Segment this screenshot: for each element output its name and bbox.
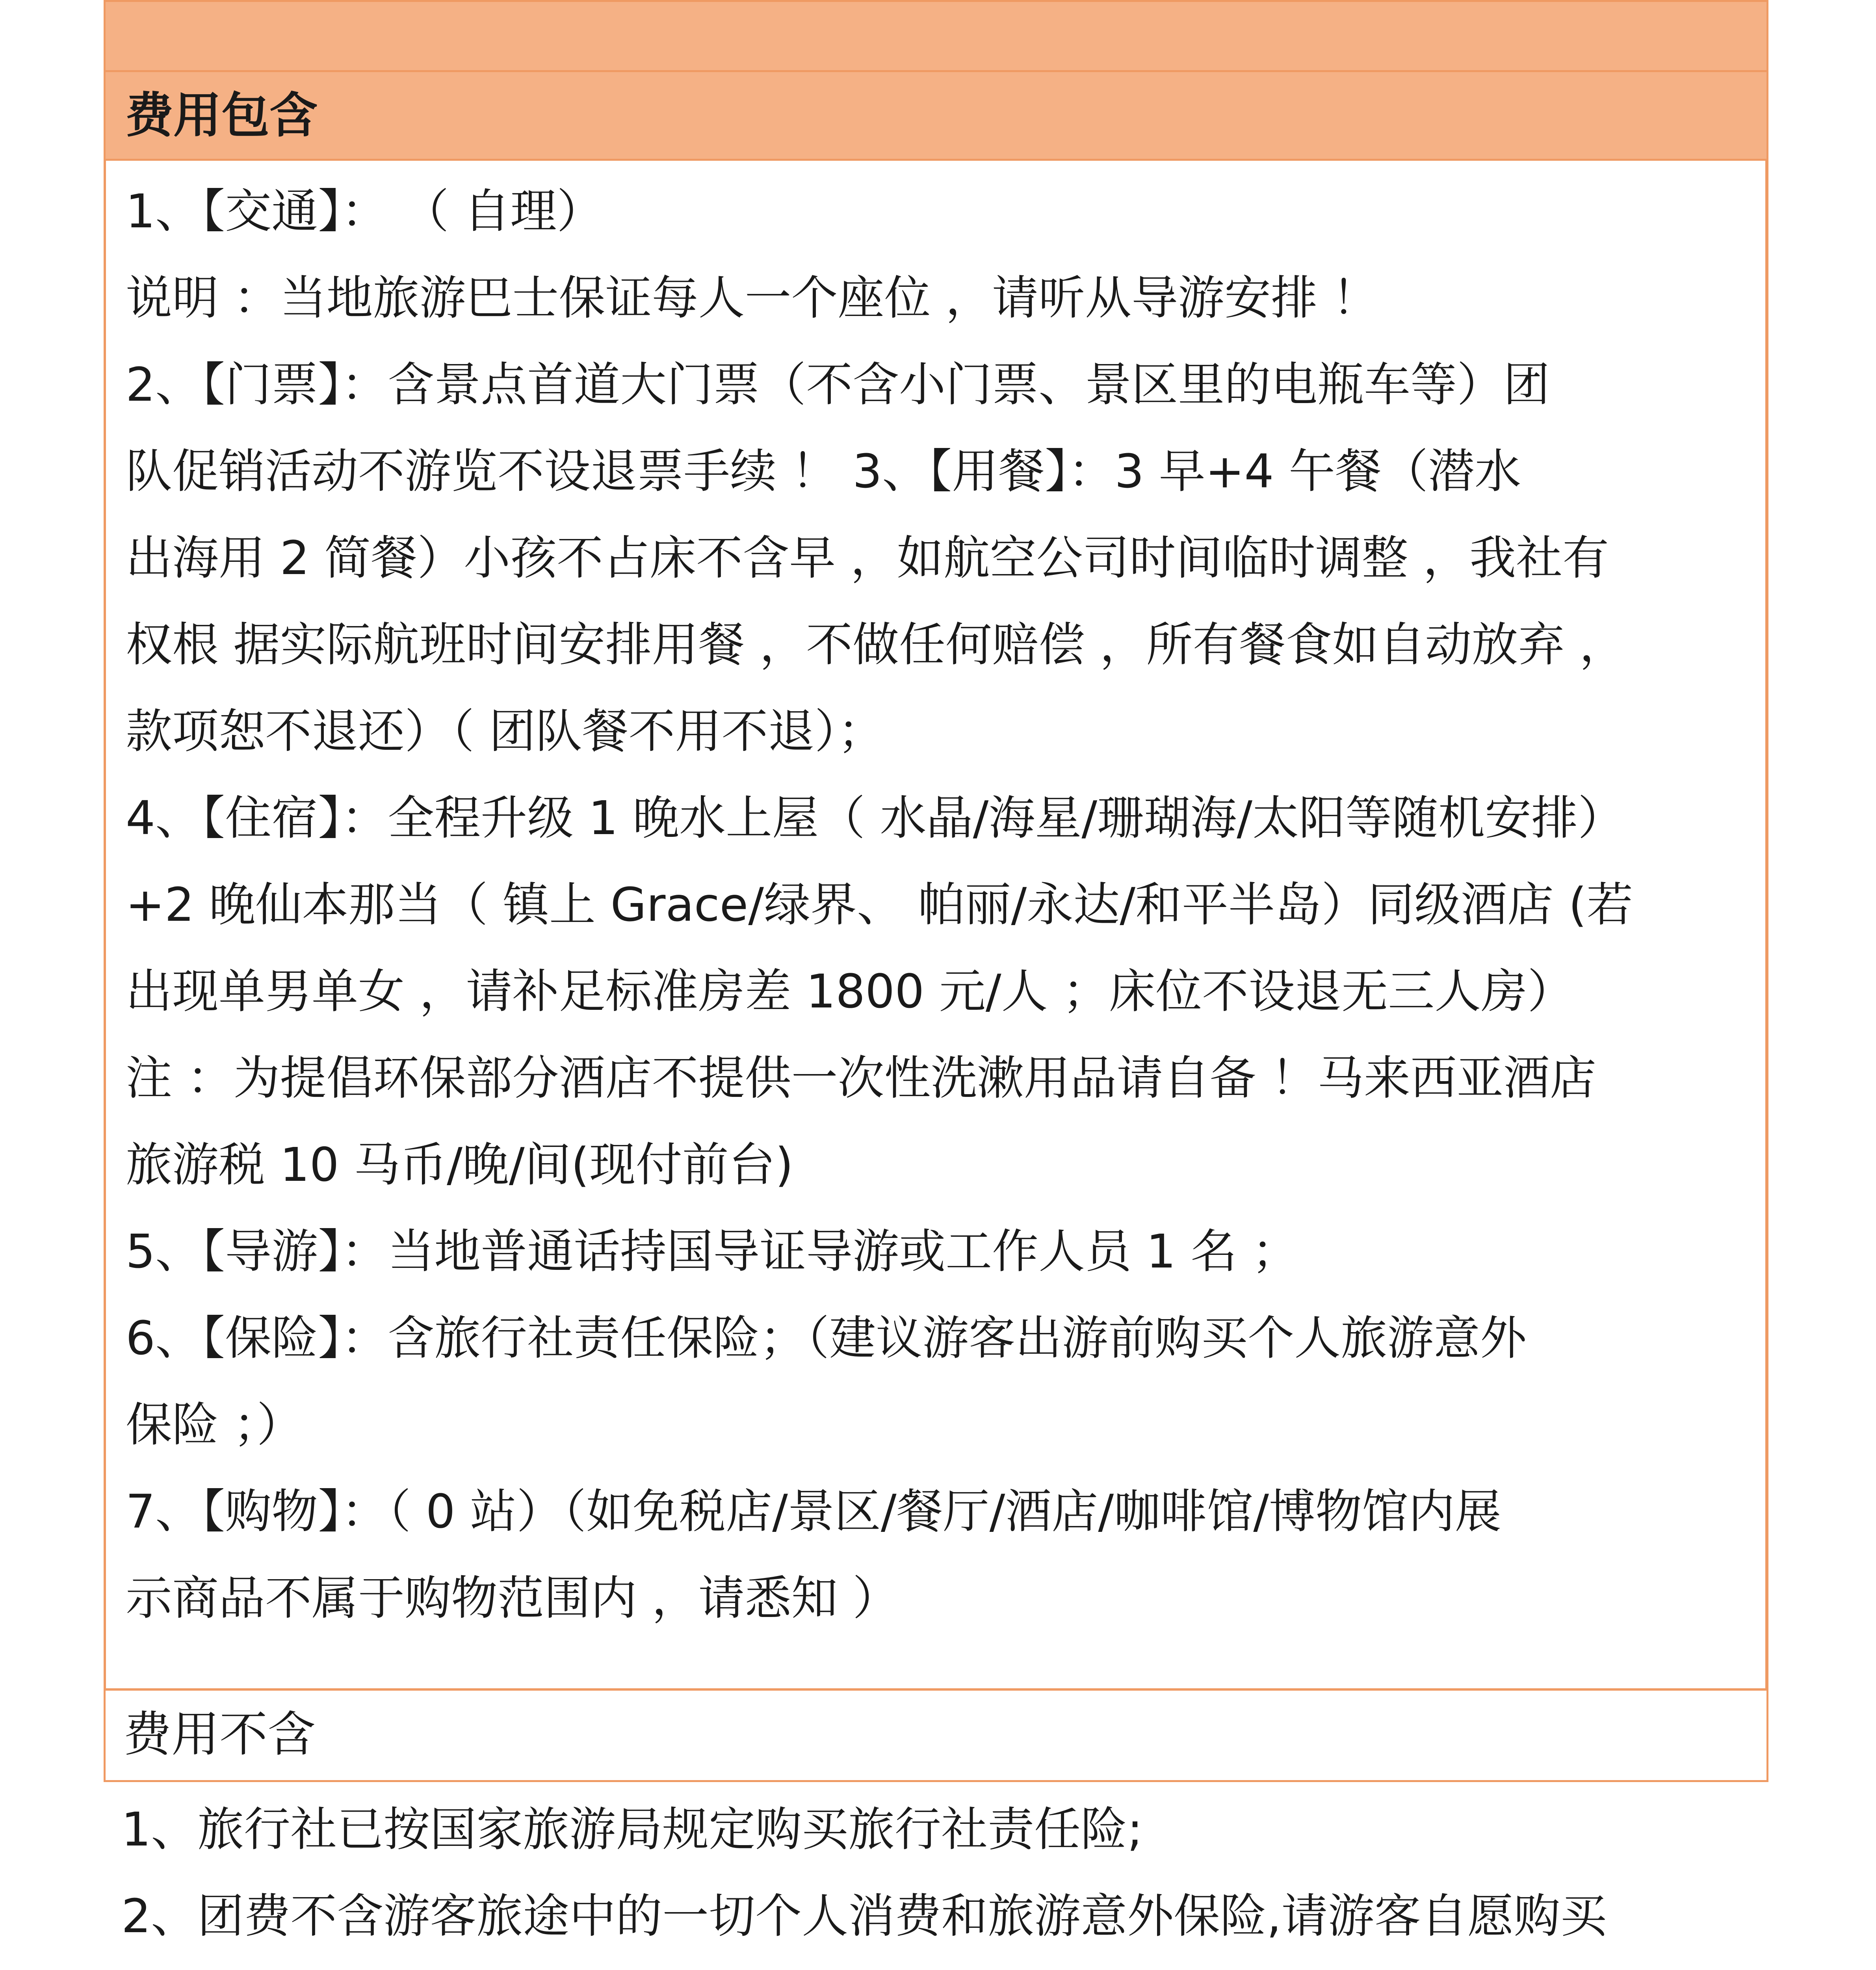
included-line: 出现单男单女 ，请补足标准房差 1800 元/人 ；床位不设退无三人房） <box>126 964 1574 1018</box>
included-line: 示商品不属于购物范围内 ，请悉知 ） <box>126 1571 899 1625</box>
table-header-band <box>104 0 1768 70</box>
excluded-title: 费用不含 <box>104 1691 1768 1782</box>
included-line: 出海用 2 简餐）小孩不占床不含早 ，如航空公司时间临时调整 ，我社有 <box>126 531 1609 585</box>
included-title: 费用包含 <box>104 70 1768 161</box>
included-line: 队促销活动不游览不设退票手续 ！ 3、【用餐】：3 早+4 午餐（潜水 <box>126 444 1521 498</box>
included-line: 权根 据实际航班时间安排用餐 ，不做任何赔偿 ，所有餐食如自动放弃 ， <box>126 617 1626 672</box>
included-line: 说明 ：当地旅游巴士保证每人一个座位 ，请听从导游安排 ！ <box>126 271 1379 325</box>
included-line: 2、【门票】：含景点首道大门票（不含小门票、景区里的电瓶车等）团 <box>126 357 1550 412</box>
included-line: 保险 ；） <box>126 1398 303 1452</box>
excluded-line: 1、旅行社已按国家旅游局规定购买旅行社责任险; <box>121 1802 1143 1857</box>
included-list <box>104 161 1768 1691</box>
included-line: 1、【交通】： （ 自理） <box>126 184 604 238</box>
excluded-list <box>104 1782 1768 1970</box>
included-line: 旅游税 10 马币/晚/间(现付前台) <box>126 1137 793 1192</box>
fee-table <box>104 0 1768 1970</box>
included-line: +2 晚仙本那当（ 镇上 Grace/绿界、 帕丽/永达/和平半岛）同级酒店 (若 <box>126 877 1633 932</box>
included-line: 5、【导游】：当地普通话持国导证导游或工作人员 1 名 ； <box>126 1224 1298 1279</box>
included-line: 4、【住宿】：全程升级 1 晚水上屋（ 水晶/海星/珊瑚海/太阳等随机安排） <box>126 791 1624 845</box>
included-line: 注 ：为提倡环保部分酒店不提供一次性洗漱用品请自备 ！马来西亚酒店 <box>126 1051 1597 1105</box>
excluded-line: 2、团费不含游客旅途中的一切个人消费和旅游意外保险,请游客自愿购买 <box>121 1889 1607 1943</box>
included-line: 款项恕不退还）（ 团队餐不用不退）； <box>126 704 884 758</box>
included-line: 7、【购物】：（ 0 站）（如免税店/景区/餐厅/酒店/咖啡馆/博物馆内展 <box>126 1484 1501 1539</box>
included-line: 6、【保险】：含旅行社责任保险；（建议游客出游前购买个人旅游意外 <box>126 1311 1527 1365</box>
excluded-line <box>121 1959 1751 1970</box>
